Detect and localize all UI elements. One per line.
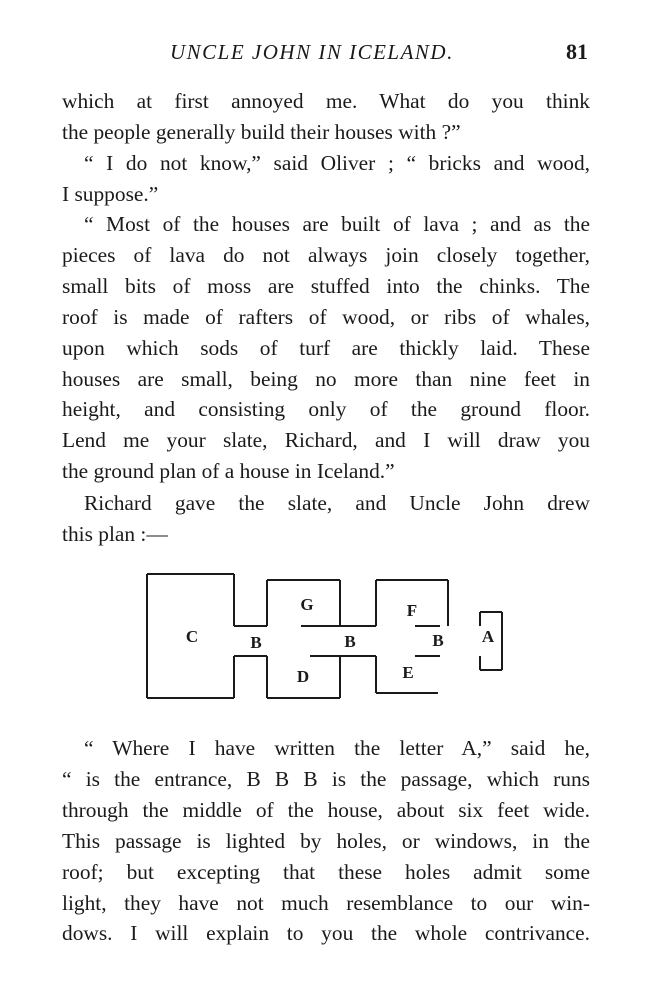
plan-label-c: C [185, 627, 199, 646]
text-line: roof; but excepting that these holes admit some [62, 859, 590, 884]
text-line: This passage is lighted by holes, or windows, in the [62, 828, 590, 853]
paragraph-3 [62, 209, 590, 487]
text-line: height, and consisting only of the ground floor. [62, 397, 590, 422]
paragraph-1 [62, 86, 590, 148]
text-line: pieces of lava do not always join closely together, [62, 242, 590, 267]
text-line: small bits of moss are stuffed into the chinks. The [62, 273, 590, 298]
text-line: the people generally build their houses with ?” [62, 119, 461, 144]
house-ground-plan [140, 566, 510, 706]
text-line: “ I do not know,” said Oliver ; “ bricks and wood, [84, 151, 590, 175]
text-line: Lend me your slate, Richard, and I will draw you [62, 428, 590, 453]
text-line: I suppose.” [62, 181, 159, 206]
text-line: dows. I will explain to you the whole contrivance. [62, 921, 590, 946]
paragraph-4 [62, 488, 590, 550]
plan-label-b: B [250, 633, 262, 652]
text-line: “ is the entrance, B B B is the passage, which runs [62, 766, 590, 791]
plan-label-a: A [481, 627, 495, 646]
text-line: roof is made of rafters of wood, or ribs of whales, [62, 304, 590, 329]
ground-plan-diagram [140, 566, 510, 706]
paragraph-2 [62, 148, 590, 210]
plan-label-d: D [296, 667, 310, 686]
plan-label-g: G [300, 595, 314, 614]
text-line: upon which sods of turf are thickly laid. These [62, 335, 590, 360]
plan-label-f: F [406, 601, 418, 620]
page-header [0, 40, 658, 70]
text-line: “ Where I have written the letter A,” said he, [84, 736, 590, 760]
paragraph-5 [62, 733, 590, 949]
text-line: “ Most of the houses are built of lava ; and as the [84, 212, 590, 236]
text-line: this plan :— [62, 521, 168, 546]
running-title: UNCLE JOHN IN ICELAND. [170, 40, 454, 64]
page-number: 81 [566, 39, 588, 64]
plan-label-b: B [432, 631, 444, 650]
text-line: the ground plan of a house in Iceland.” [62, 459, 395, 484]
text-line: Richard gave the slate, and Uncle John drew [84, 491, 590, 515]
text-line: houses are small, being no more than nine feet in [62, 366, 590, 391]
text-line: through the middle of the house, about six feet wide. [62, 797, 590, 822]
text-line: light, they have not much resemblance to our win- [62, 890, 590, 915]
plan-label-b: B [344, 632, 356, 651]
text-line: which at first annoyed me. What do you think [62, 89, 590, 113]
plan-label-e: E [402, 663, 414, 682]
